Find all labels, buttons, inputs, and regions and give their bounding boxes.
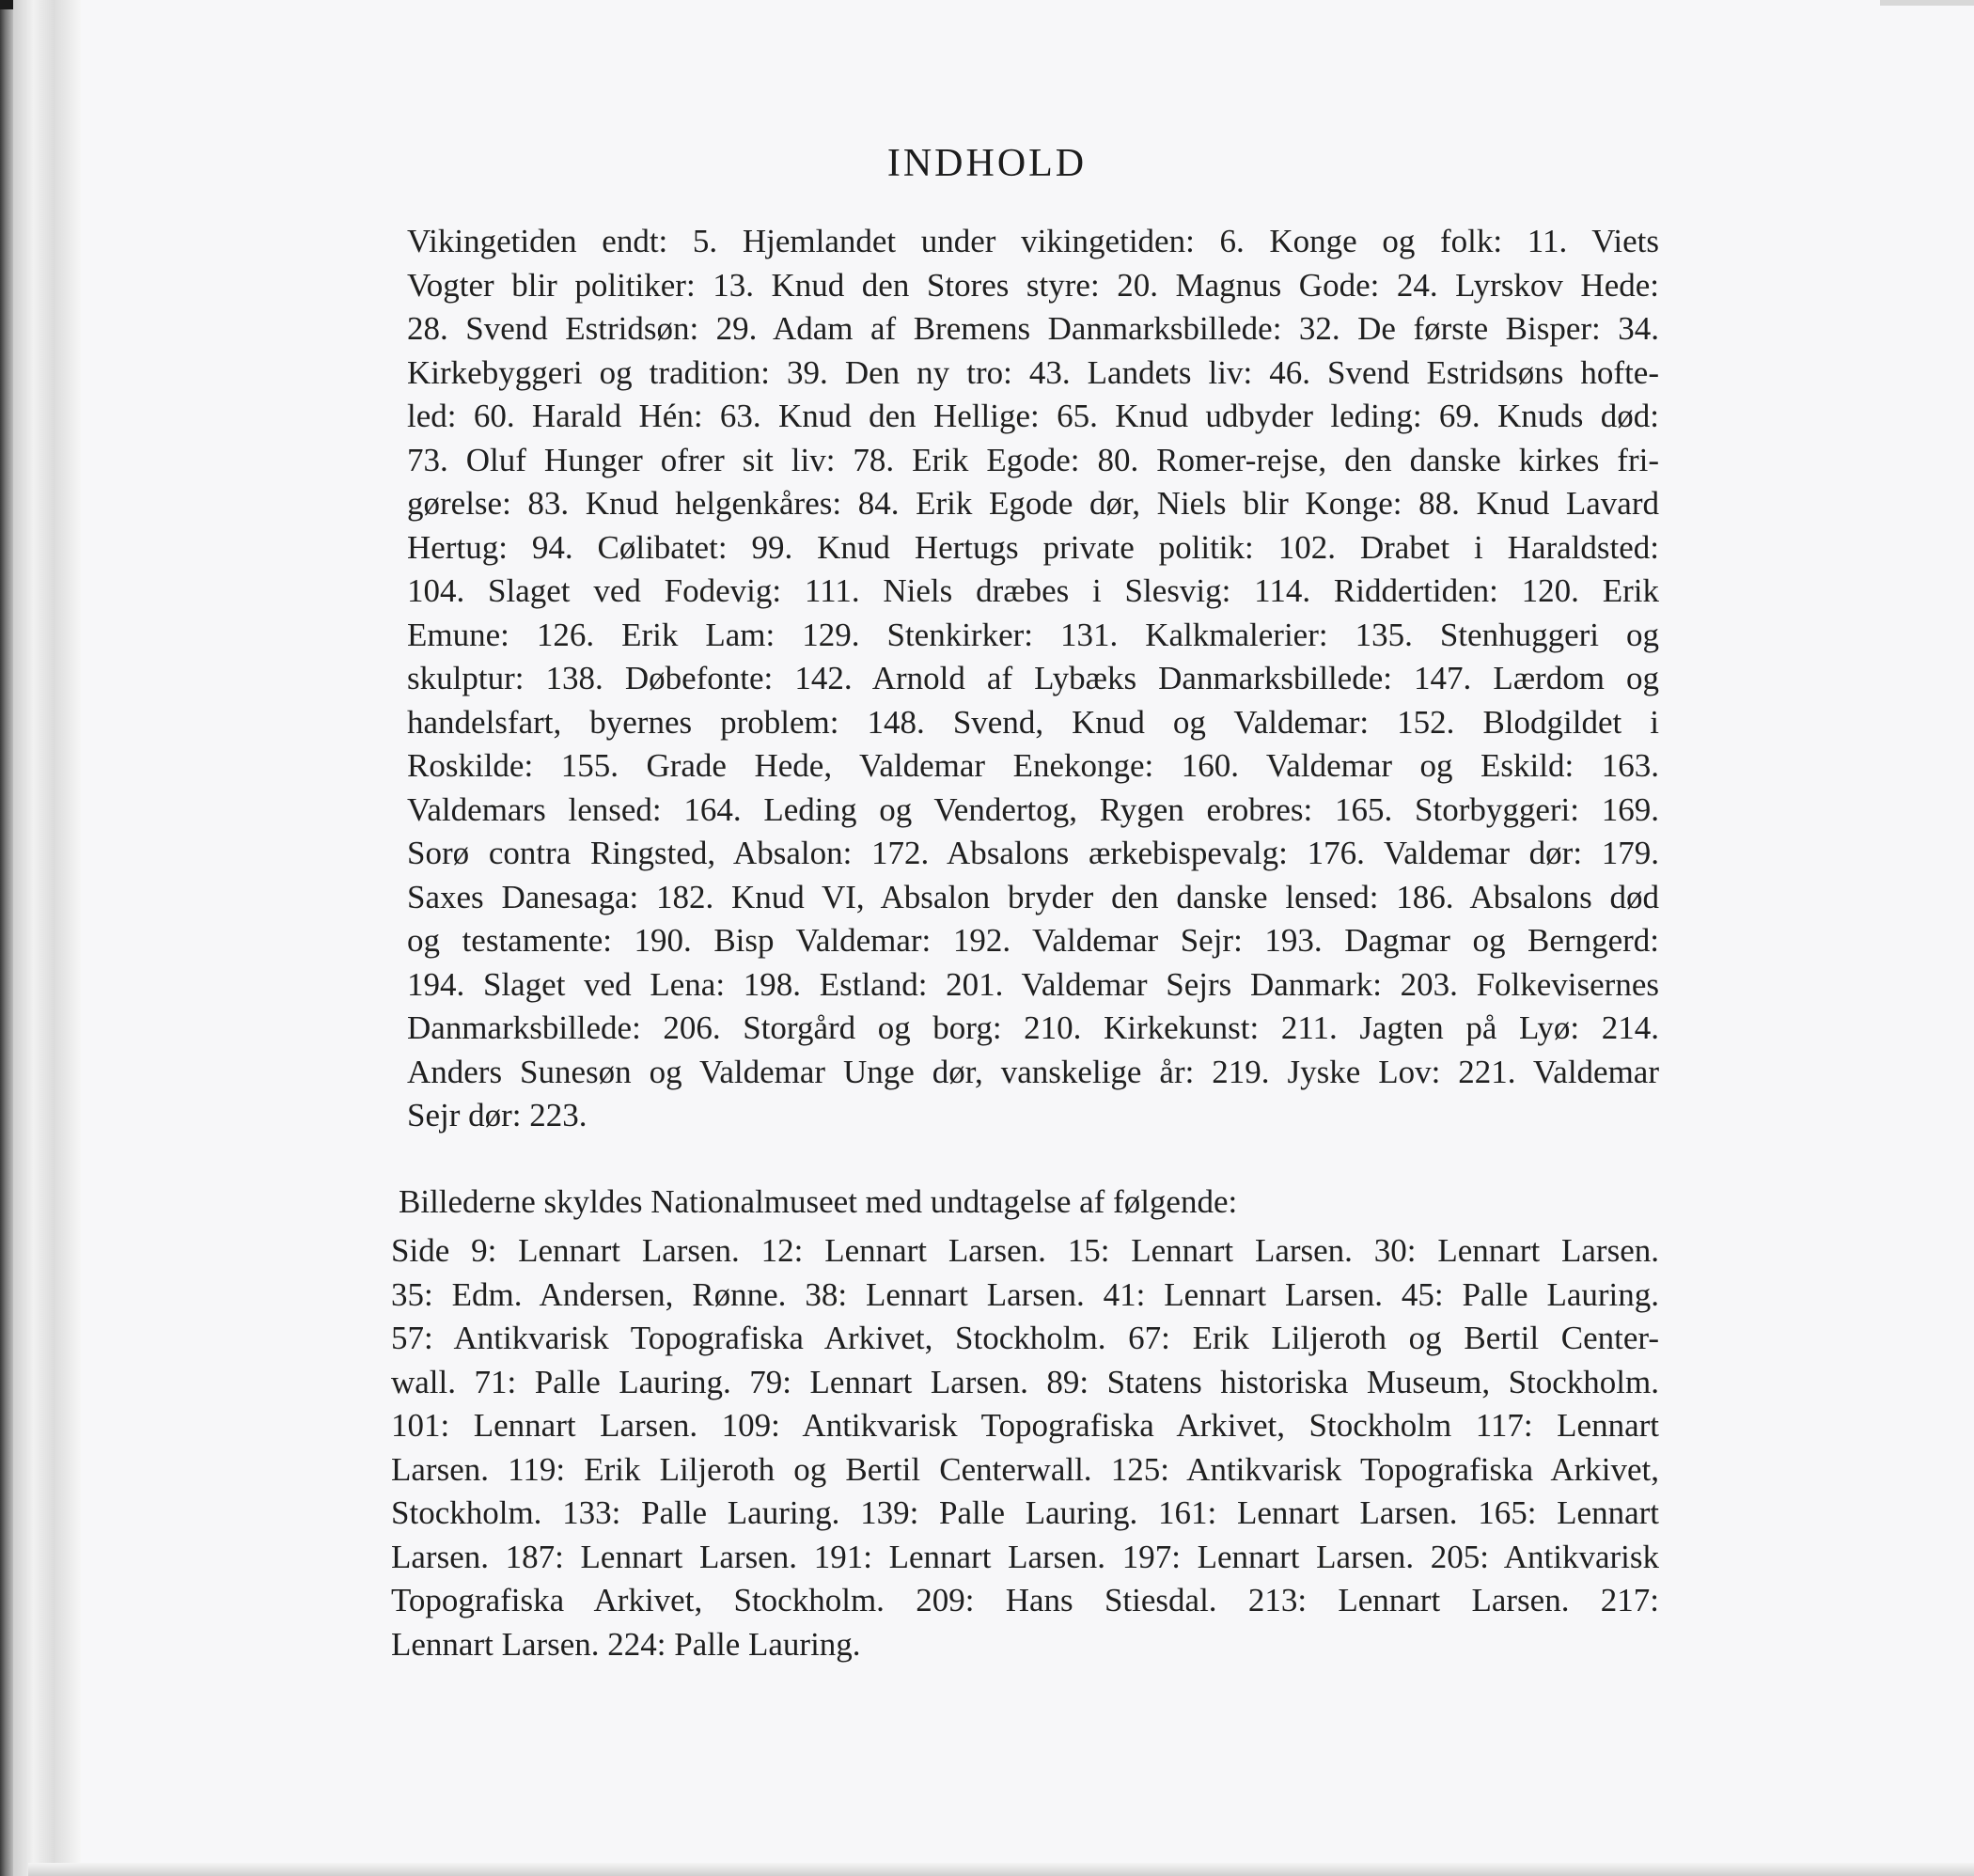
credits-line: Topografiska Arkivet, Stockholm. 209: Hans Stiesdal. 213: Lennart Larsen. 217:	[391, 1582, 1659, 1618]
credits-paragraph	[391, 1229, 1659, 1666]
contents-line: Anders Sunesøn og Valdemar Unge dør, vanskelige år: 219. Jyske Lov: 221. Valdemar	[407, 1053, 1659, 1090]
contents-line: Valdemars lensed: 164. Leding og Vendertog, Rygen erobres: 165. Storbyggeri: 169.	[407, 790, 1659, 828]
credits-line: Larsen. 119: Erik Liljeroth og Bertil Centerwall. 125: Antikvarisk Topografiska Arkivet,	[391, 1450, 1659, 1488]
page-top-edge	[1880, 0, 1974, 6]
contents-line: Vogter blir politiker: 13. Knud den Stores styre: 20. Magnus Gode: 24. Lyrskov Hede:	[407, 266, 1659, 304]
contents-line: Emune: 126. Erik Lam: 129. Stenkirker: 131. Kalkmalerier: 135. Stenhuggeri og	[407, 616, 1659, 653]
contents-line: skulptur: 138. Døbefonte: 142. Arnold af Lybæks Danmarksbillede: 147. Lærdom og	[407, 660, 1659, 696]
credits-line: 57: Antikvarisk Topografiska Arkivet, Stockholm. 67: Erik Liljeroth og Bertil Center-	[391, 1320, 1659, 1356]
credits-line: 35: Edm. Andersen, Rønne. 38: Lennart Larsen. 41: Lennart Larsen. 45: Palle Lauring.	[391, 1275, 1659, 1313]
credits-line: wall. 71: Palle Lauring. 79: Lennart Larsen. 89: Statens historiska Museum, Stockholm.	[391, 1363, 1659, 1400]
contents-line: og testamente: 190. Bisp Valdemar: 192. Valdemar Sejr: 193. Dagmar og Berngerd:	[407, 922, 1659, 959]
page-bottom-edge	[28, 1863, 1974, 1876]
book-binding	[0, 0, 13, 1876]
contents-line: Sorø contra Ringsted, Absalon: 172. Absalons ærkebispevalg: 176. Valdemar dør: 179.	[407, 835, 1659, 871]
contents-line: 104. Slaget ved Fodevig: 111. Niels dræbes i Slesvig: 114. Riddertiden: 120. Erik	[407, 572, 1659, 609]
credits-heading: Billederne skyldes Nationalmuseet med undtagelse af følgende:	[399, 1183, 1238, 1220]
contents-line: Hertug: 94. Cølibatet: 99. Knud Hertugs private politik: 102. Drabet i Haraldsted:	[407, 528, 1659, 566]
credits-line: 101: Lennart Larsen. 109: Antikvarisk Topografiska Arkivet, Stockholm 117: Lennart	[391, 1407, 1659, 1444]
contents-line: Saxes Danesaga: 182. Knud VI, Absalon bryder den danske lensed: 186. Absalons død	[407, 878, 1659, 915]
contents-paragraph	[407, 220, 1659, 1138]
contents-line: led: 60. Harald Hén: 63. Knud den Hellige: 65. Knud udbyder leding: 69. Knuds død:	[407, 398, 1659, 434]
contents-line: Danmarksbillede: 206. Storgård og borg: 210. Kirkekunst: 211. Jagten på Lyø: 214.	[407, 1009, 1659, 1046]
contents-line: Sejr dør: 223.	[407, 1097, 588, 1133]
contents-line: Kirkebyggeri og tradition: 39. Den ny tro: 43. Landets liv: 46. Svend Estridsøns hofte-	[407, 353, 1659, 391]
credits-line: Side 9: Lennart Larsen. 12: Lennart Larsen. 15: Lennart Larsen. 30: Lennart Larsen.	[391, 1232, 1659, 1269]
contents-line: gørelse: 83. Knud helgenkåres: 84. Erik Egode dør, Niels blir Konge: 88. Knud Lavard	[407, 485, 1659, 522]
credits-line: Lennart Larsen. 224: Palle Lauring.	[391, 1625, 861, 1663]
contents-line: Roskilde: 155. Grade Hede, Valdemar Enekonge: 160. Valdemar og Eskild: 163.	[407, 747, 1659, 784]
page-title: INDHOLD	[886, 142, 1088, 185]
page-edges	[13, 0, 81, 1876]
credits-line: Larsen. 187: Lennart Larsen. 191: Lennart Larsen. 197: Lennart Larsen. 205: Antikvarisk	[391, 1538, 1659, 1575]
contents-line: 194. Slaget ved Lena: 198. Estland: 201. Valdemar Sejrs Danmark: 203. Folkevisernes	[407, 965, 1659, 1003]
contents-line: Vikingetiden endt: 5. Hjemlandet under vikingetiden: 6. Konge og folk: 11. Viets	[407, 223, 1659, 259]
contents-line: handelsfart, byernes problem: 148. Svend, Knud og Valdemar: 152. Blodgildet i	[407, 703, 1659, 741]
contents-line: 28. Svend Estridsøn: 29. Adam af Bremens Danmarksbillede: 32. De første Bisper: 34.	[407, 310, 1659, 347]
credits-line: Stockholm. 133: Palle Lauring. 139: Palle Lauring. 161: Lennart Larsen. 165: Lennart	[391, 1494, 1659, 1531]
contents-line: 73. Oluf Hunger ofrer sit liv: 78. Erik Egode: 80. Romer-rejse, den danske kirkes fri-	[407, 441, 1659, 478]
